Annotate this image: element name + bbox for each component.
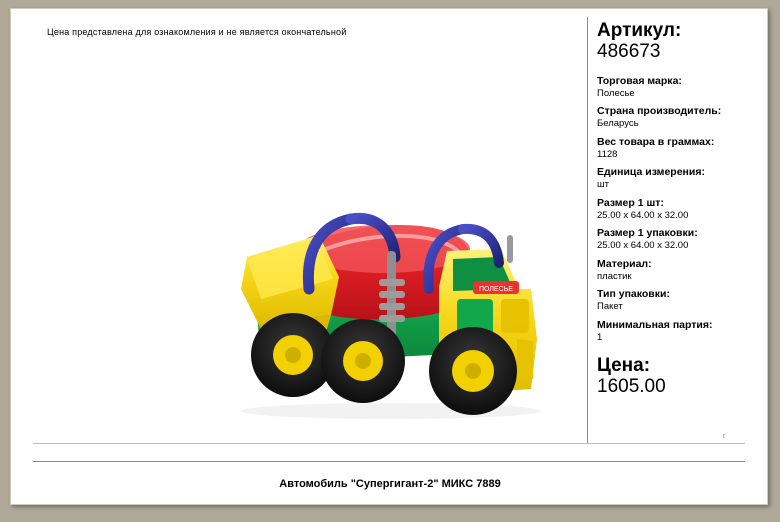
price-disclaimer: Цена представлена для ознакомления и не является окончательной	[47, 27, 347, 37]
page-corner-mark: г	[723, 433, 726, 440]
spec-row-size-pack	[597, 227, 757, 252]
horizontal-divider	[33, 461, 745, 462]
price-label: Цена:	[597, 355, 651, 376]
spec-label-weight: Вес товара в граммах:	[597, 135, 715, 148]
spec-label-unit: Единица измерения:	[597, 166, 705, 179]
spec-value-package-type: Пакет	[597, 301, 623, 313]
spec-value-material: пластик	[597, 270, 632, 282]
article-label: Артикул:	[597, 20, 682, 41]
spec-row-size-item	[597, 197, 757, 222]
spec-row-weight	[597, 136, 757, 161]
spec-label-package-type: Тип упаковки:	[597, 288, 670, 301]
spec-value-country: Беларусь	[597, 118, 639, 130]
spec-value-unit: шт	[597, 179, 609, 191]
spec-row-material	[597, 258, 757, 283]
spec-label-country: Страна производитель:	[597, 105, 722, 118]
price-value: 1605.00	[597, 375, 666, 397]
brand-badge-text: ПОЛЕСЬЕ	[479, 286, 513, 293]
specification-panel	[597, 21, 757, 398]
spec-label-material: Материал:	[597, 257, 652, 270]
spec-value-weight: 1128	[597, 148, 618, 160]
product-caption: Автомобиль "Супергигант-2" МИКС 7889	[279, 478, 501, 490]
article-value: 486673	[597, 40, 661, 62]
spec-row-unit	[597, 166, 757, 191]
spec-value-brand: Полесье	[597, 87, 635, 99]
spec-row-package-type	[597, 288, 757, 313]
spec-row-brand	[597, 75, 757, 100]
spec-row-country	[597, 105, 757, 130]
spec-value-min-lot: 1	[597, 331, 603, 343]
spec-value-size-item: 25.00 x 64.00 x 32.00	[597, 209, 689, 221]
horizontal-divider-upper	[33, 443, 745, 444]
spec-label-brand: Торговая марка:	[597, 74, 682, 87]
spec-label-min-lot: Минимальная партия:	[597, 318, 713, 331]
vertical-divider	[587, 17, 588, 443]
spec-row-min-lot	[597, 319, 757, 344]
product-image	[201, 139, 571, 419]
spec-label-size-pack: Размер 1 упаковки:	[597, 227, 698, 240]
price-block	[597, 356, 757, 398]
spec-label-size-item: Размер 1 шт:	[597, 196, 664, 209]
spec-value-size-pack: 25.00 x 64.00 x 32.00	[597, 240, 689, 252]
document-page	[10, 8, 768, 505]
